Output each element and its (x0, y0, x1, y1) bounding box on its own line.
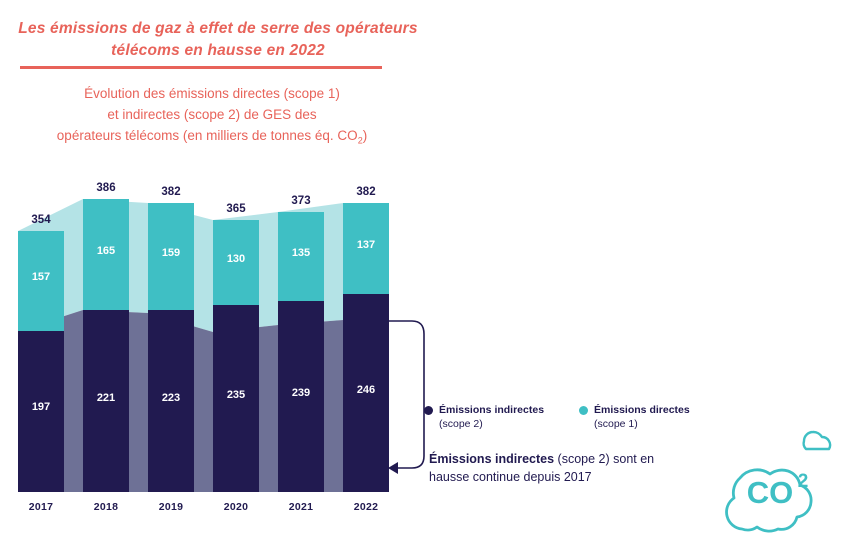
bar-total-label: 373 (291, 195, 311, 207)
bar-total-label: 382 (161, 186, 181, 198)
bar-group (213, 203, 259, 513)
bar-segment-direct (83, 199, 129, 310)
bar-segment-direct (18, 231, 64, 331)
co2-cloud-icon (708, 425, 838, 545)
subtitle-line-3-text: opérateurs télécoms (en milliers de tonnes éq. CO (56, 127, 358, 143)
bar-group (148, 186, 194, 513)
segment-value-indirect: 221 (96, 392, 116, 404)
chart-subtitle (12, 84, 412, 148)
bar-group (83, 182, 129, 513)
x-axis-label: 2018 (93, 501, 119, 513)
cloud-co2-label: CO (746, 475, 794, 510)
annotation-strong: Émissions indirectes (429, 452, 555, 466)
legend-label: Émissions indirectes (439, 404, 545, 416)
annotation-rest: (scope 2) sont en hausse continue depuis 2017 (429, 452, 655, 485)
cloud-co2-superscript: 2 (797, 471, 809, 492)
bar-segment-indirect (213, 305, 259, 492)
legend-item-direct (579, 403, 724, 431)
bar-group (18, 214, 64, 513)
bar-total-label: 365 (226, 203, 246, 215)
bar-segment-direct (213, 220, 259, 305)
legend-item-indirect (424, 403, 574, 431)
subtitle-line-3-close: ) (362, 127, 368, 143)
legend-label: Émissions directes (594, 404, 690, 416)
bar-segment-direct (343, 203, 389, 294)
bar-total-label: 354 (31, 214, 51, 226)
title-divider (20, 66, 382, 69)
annotation-text (429, 450, 659, 486)
segment-value-direct: 137 (356, 239, 376, 251)
subtitle-line-1: Évolution des émissions directes (scope 1) (84, 86, 340, 101)
stacked-bar-chart (0, 182, 420, 530)
bar-segment-indirect (18, 331, 64, 492)
bar-group (343, 186, 389, 513)
legend-dot-icon (424, 406, 433, 415)
annotation-connector (384, 318, 432, 478)
segment-value-indirect: 246 (356, 384, 376, 396)
subtitle-line-2: et indirectes (scope 2) de GES des (107, 106, 317, 122)
segment-value-direct: 165 (96, 245, 116, 257)
bar-total-label: 386 (96, 182, 116, 194)
legend-sublabel: (scope 1) (594, 418, 638, 431)
legend-sublabel: (scope 2) (439, 418, 483, 431)
x-axis-label: 2022 (353, 501, 379, 513)
page-title: Les émissions de gaz à effet de serre des opérateurs télécoms en hausse en 2022 (18, 20, 418, 59)
bar-segment-indirect (278, 301, 324, 492)
subtitle-line-3 (12, 126, 412, 149)
bar-segment-indirect (83, 310, 129, 492)
segment-value-indirect: 197 (31, 401, 51, 413)
segment-value-direct: 130 (226, 253, 246, 265)
bar-segment-direct (148, 203, 194, 310)
subtitle-co2-subscript: 2 (357, 135, 363, 146)
x-axis-label: 2021 (288, 501, 314, 513)
segment-value-indirect: 239 (291, 387, 311, 399)
legend-dot-icon (579, 406, 588, 415)
bar-segment-indirect (343, 294, 389, 492)
segment-value-direct: 159 (161, 247, 181, 259)
segment-value-direct: 135 (291, 247, 311, 259)
x-axis-label: 2017 (28, 501, 54, 513)
bar-group (278, 195, 324, 513)
bar-segment-indirect (148, 310, 194, 492)
segment-value-indirect: 223 (161, 392, 181, 404)
x-axis-label: 2020 (223, 501, 249, 513)
segment-value-indirect: 235 (226, 389, 246, 401)
cloud-small-shape (804, 432, 830, 449)
x-axis-label: 2019 (158, 501, 184, 513)
bar-total-label: 382 (356, 186, 376, 198)
bar-segment-direct (278, 212, 324, 301)
segment-value-direct: 157 (31, 271, 51, 283)
